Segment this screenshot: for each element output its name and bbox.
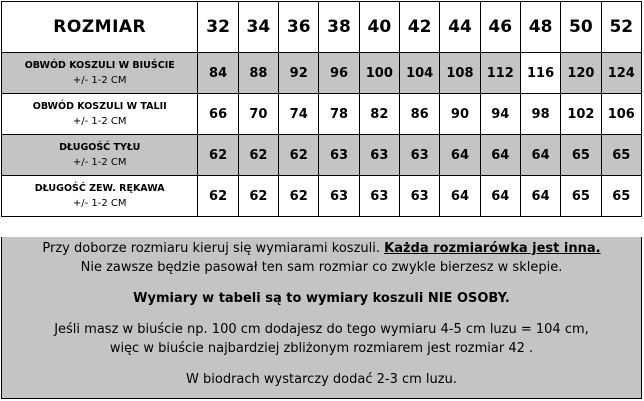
table-cell: 63 <box>319 135 359 176</box>
note-line <box>2 239 641 258</box>
table-cell: 86 <box>399 94 439 135</box>
table-cell: 74 <box>279 94 319 135</box>
size-header: 36 <box>279 2 319 53</box>
note-line: więc w biuście najbardziej zbliżonym rozmiarem jest rozmiar 42 . <box>109 341 534 356</box>
table-cell: 64 <box>480 135 520 176</box>
size-header: 48 <box>520 2 560 53</box>
table-cell: 70 <box>238 94 278 135</box>
table-cell: 90 <box>440 94 480 135</box>
table-cell: 84 <box>198 53 238 94</box>
size-header: 46 <box>480 2 520 53</box>
table-cell: 102 <box>561 94 601 135</box>
table-cell: 62 <box>279 176 319 217</box>
row-label-name: DŁUGOŚĆ TYŁU <box>59 142 141 153</box>
table-cell: 104 <box>399 53 439 94</box>
note-line-bold: Wymiary w tabeli są to wymiary koszuli NIE OSOBY. <box>133 291 510 306</box>
table-cell: 98 <box>520 94 560 135</box>
table-cell: 64 <box>520 135 560 176</box>
row-label-name: OBWÓD KOSZULI W TALII <box>32 101 167 112</box>
table-cell: 94 <box>480 94 520 135</box>
table-cell: 64 <box>440 135 480 176</box>
table-cell: 82 <box>359 94 399 135</box>
table-cell: 62 <box>198 176 238 217</box>
row-label-tolerance: +/- 1-2 CM <box>72 157 127 168</box>
size-header: 44 <box>440 2 480 53</box>
row-label-name: OBWÓD KOSZULI W BIUŚCIE <box>24 60 175 71</box>
row-label-name: DŁUGOŚĆ ZEW. RĘKAWA <box>34 183 165 194</box>
notes-panel <box>1 237 642 399</box>
row-label <box>2 135 198 176</box>
table-cell: 78 <box>319 94 359 135</box>
table-cell: 63 <box>399 176 439 217</box>
row-label <box>2 176 198 217</box>
note-line: W biodrach wystarczy dodać 2-3 cm luzu. <box>186 372 457 387</box>
row-label-tolerance: +/- 1-2 CM <box>72 116 127 127</box>
note-text: Przy doborze rozmiaru kieruj się wymiarami koszuli. <box>42 241 385 256</box>
table-cell: 100 <box>359 53 399 94</box>
size-header: 42 <box>399 2 439 53</box>
table-cell: 62 <box>238 176 278 217</box>
note-line: Nie zawsze będzie pasował ten sam rozmiar co zwykle bierzesz w sklepie. <box>80 260 563 275</box>
size-header: 52 <box>601 2 641 53</box>
table-cell: 62 <box>279 135 319 176</box>
table-cell: 65 <box>561 176 601 217</box>
size-header: 34 <box>238 2 278 53</box>
table-cell: 63 <box>359 135 399 176</box>
table-cell: 112 <box>480 53 520 94</box>
table-cell: 65 <box>561 135 601 176</box>
size-chart <box>1 1 642 399</box>
table-cell: 65 <box>601 135 641 176</box>
table-cell: 96 <box>319 53 359 94</box>
table-row <box>2 53 642 94</box>
row-label-tolerance: +/- 1-2 CM <box>72 198 127 209</box>
note-line: Jeśli masz w biuście np. 100 cm dodajesz do tego wymiaru 4-5 cm luzu = 104 cm, <box>54 322 589 337</box>
table-cell: 124 <box>601 53 641 94</box>
table-row <box>2 135 642 176</box>
table-cell: 63 <box>359 176 399 217</box>
table-cell: 62 <box>238 135 278 176</box>
table-cell: 120 <box>561 53 601 94</box>
row-label-tolerance: +/- 1-2 CM <box>72 75 127 86</box>
header-row <box>2 2 642 53</box>
table-cell: 66 <box>198 94 238 135</box>
size-table <box>1 1 642 217</box>
table-row <box>2 176 642 217</box>
table-cell: 65 <box>601 176 641 217</box>
row-label <box>2 53 198 94</box>
note-emphasis: Każda rozmiarówka jest inna. <box>384 241 601 256</box>
table-cell: 108 <box>440 53 480 94</box>
table-cell: 116 <box>520 53 560 94</box>
row-label <box>2 94 198 135</box>
table-cell: 64 <box>520 176 560 217</box>
table-cell: 106 <box>601 94 641 135</box>
table-cell: 92 <box>279 53 319 94</box>
table-row <box>2 94 642 135</box>
size-header: 32 <box>198 2 238 53</box>
table-cell: 88 <box>238 53 278 94</box>
table-cell: 63 <box>399 135 439 176</box>
table-cell: 64 <box>480 176 520 217</box>
table-cell: 64 <box>440 176 480 217</box>
header-label: ROZMIAR <box>2 2 198 53</box>
size-header: 50 <box>561 2 601 53</box>
table-cell: 62 <box>198 135 238 176</box>
size-header: 38 <box>319 2 359 53</box>
table-cell: 63 <box>319 176 359 217</box>
size-header: 40 <box>359 2 399 53</box>
